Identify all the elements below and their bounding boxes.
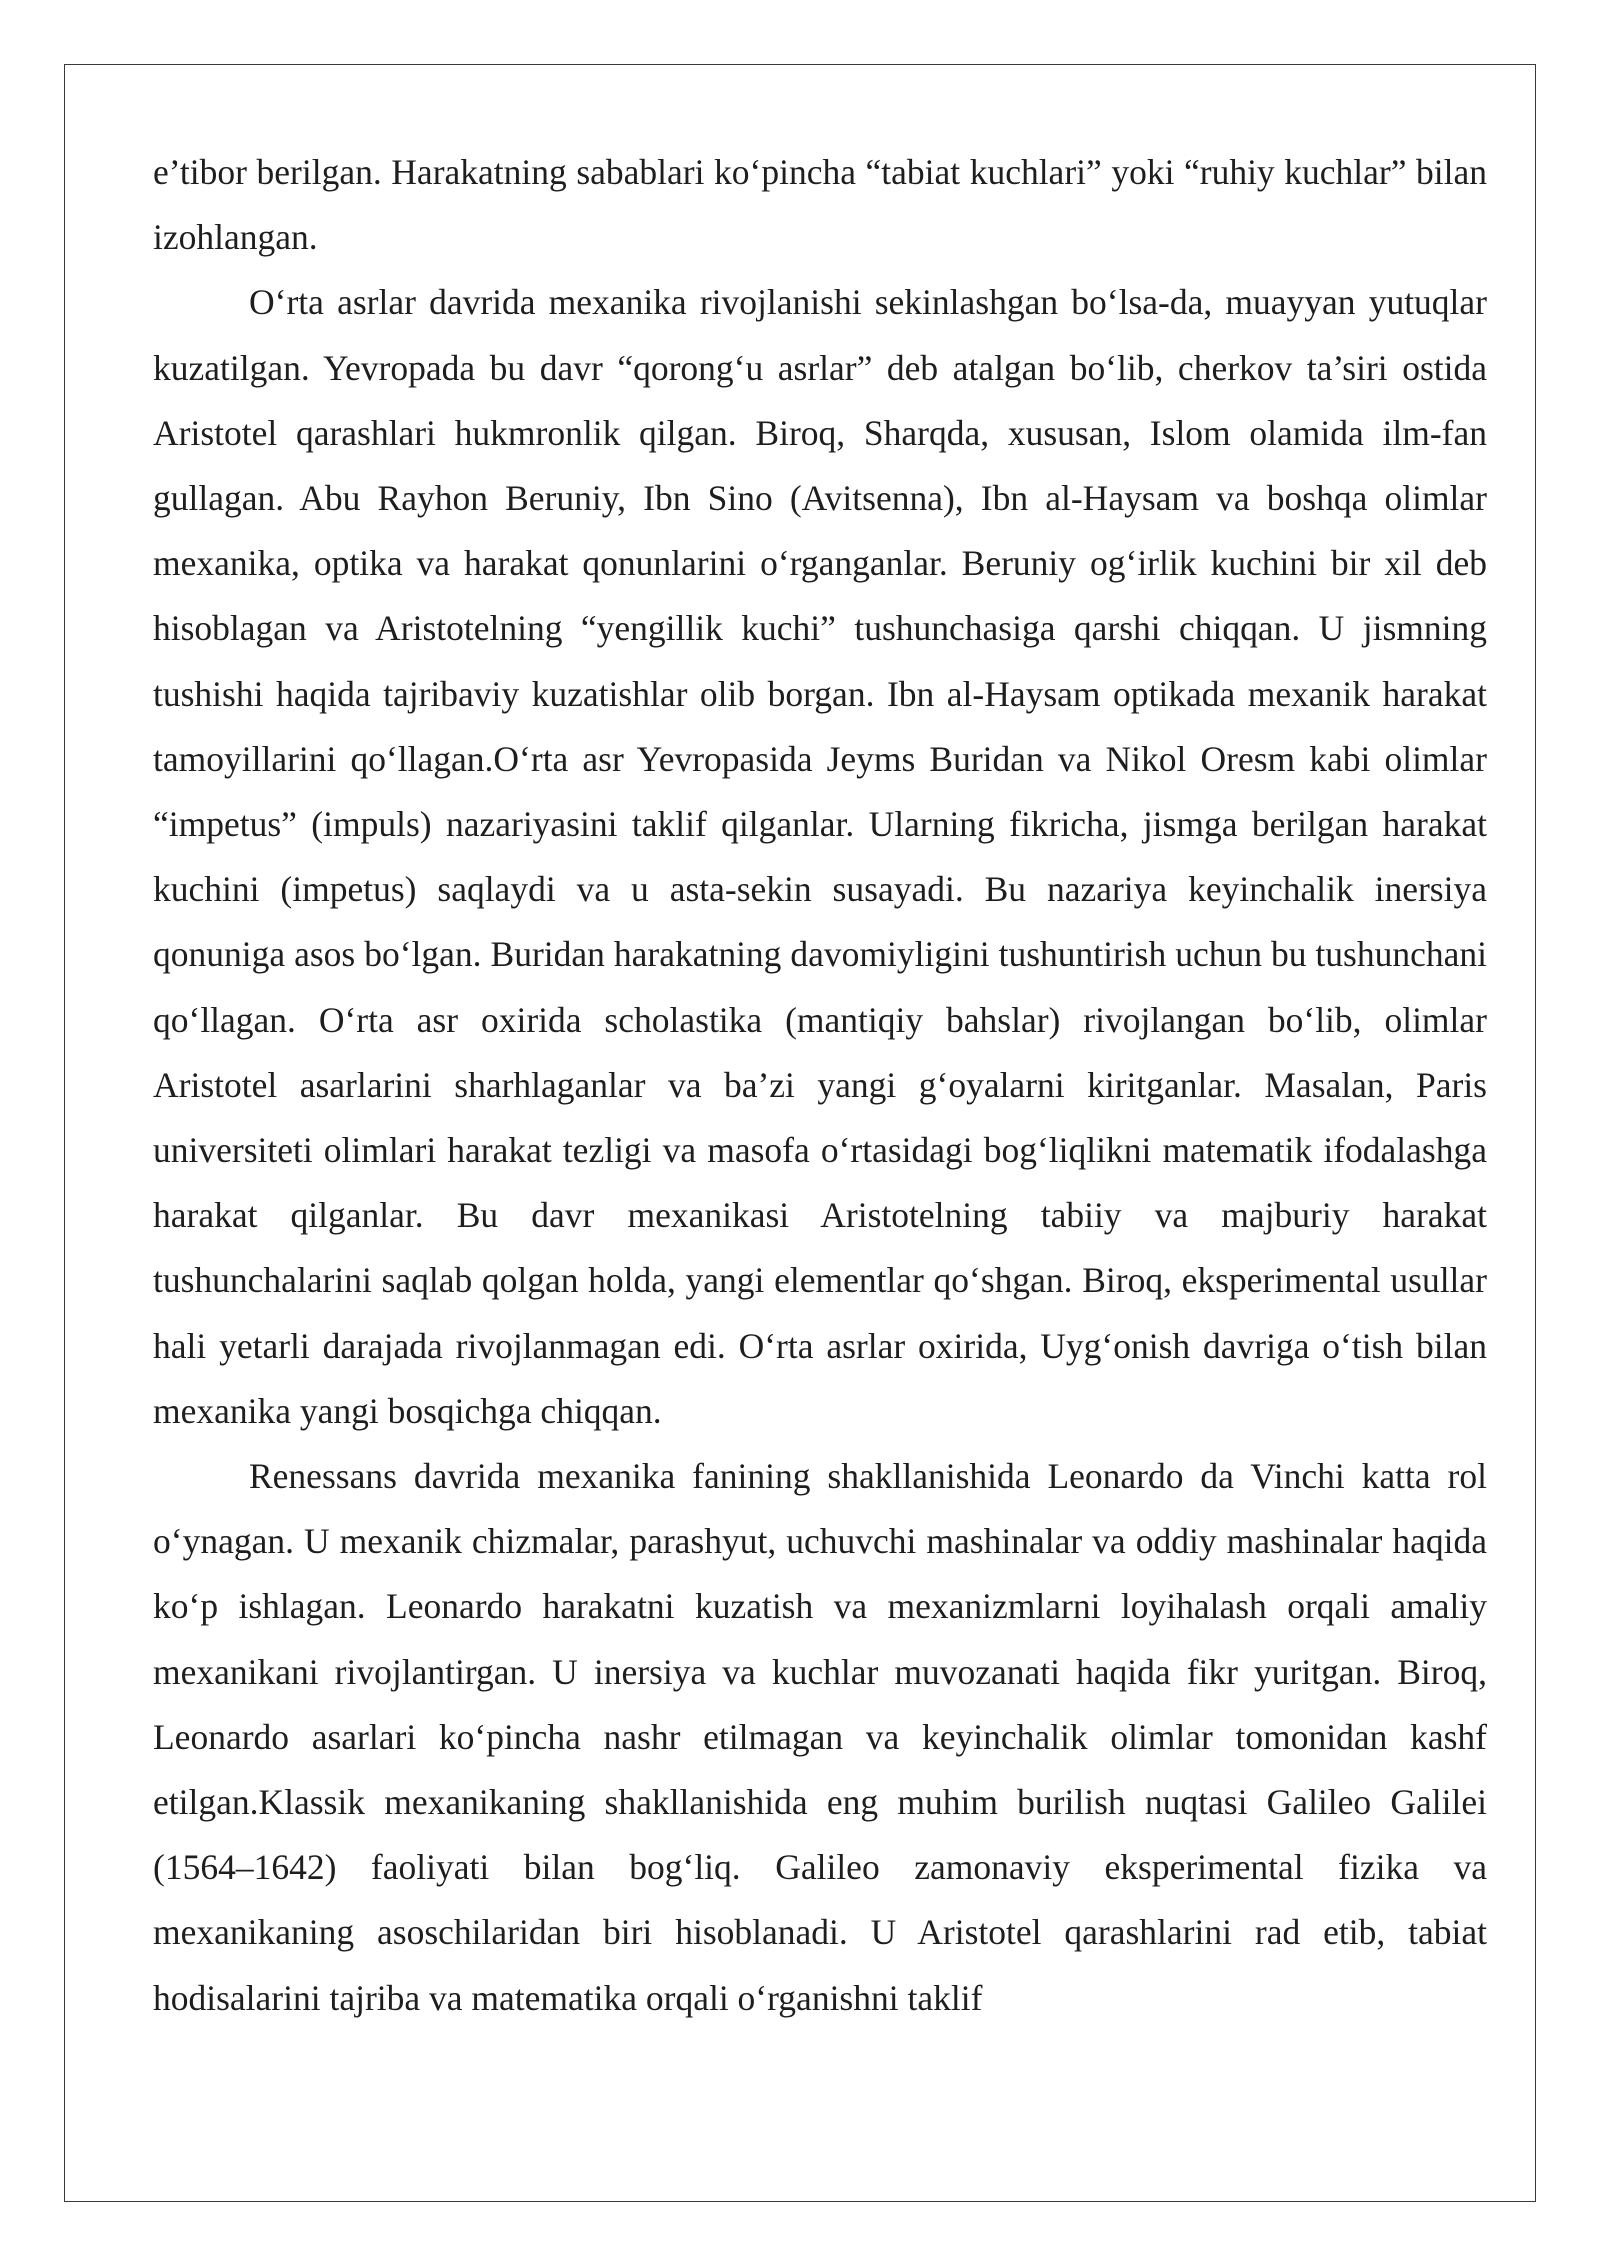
paragraph-renaissance: Renessans davrida mexanika fanining shakllanishida Leonardo da Vinchi katta rol o‘ynagan. U mexanik chizmalar, parashyut, uchuvchi mashinalar va oddiy mashinalar haqida ko‘p ishlagan. Leonardo harakatni kuzatish va mexanizmlarni loyihalash orqali amaliy mexanikani rivojlantirgan. U inersiya va kuchlar muvozanati haqida fikr yuritgan. Biroq, Leonardo asarlari ko‘pincha nashr etilmagan va keyinchalik olimlar tomonidan kashf etilgan.Klassik mexanikaning shakllanishida eng muhim burilish nuqtasi Galileo Galilei (1564–1642) faoliyati bilan bog‘liq. Galileo zamonaviy eksperimental fizika va mexanikaning asoschilaridan biri hisoblanadi. U Aristotel qarashlarini rad etib, tabiat hodisalarini tajriba va matematika orqali o‘rganishni taklif [153,1456,1487,2018]
paragraph-middle-ages: O‘rta asrlar davrida mexanika rivojlanishi sekinlashgan bo‘lsa-da, muayyan yutuqlar kuzatilgan. Yevropada bu davr “qorong‘u asrlar” deb atalgan bo‘lib, cherkov ta’siri ostida Aristotel qarashlari hukmronlik qilgan. Biroq, Sharqda, xususan, Islom olamida ilm-fan gullagan. Abu Rayhon Beruniy, Ibn Sino (Avitsenna), Ibn al-Haysam va boshqa olimlar mexanika, optika va harakat qonunlarini o‘rganganlar. Beruniy og‘irlik kuchini bir xil deb hisoblagan va Aristotelning “yengillik kuchi” tushunchasiga qarshi chiqqan. U jismning tushishi haqida tajribaviy kuzatishlar olib borgan. Ibn al-Haysam optikada mexanik harakat tamoyillarini qo‘llagan.O‘rta asr Yevropasida Jeyms Buridan va Nikol Oresm kabi olimlar “impetus” (impuls) nazariyasini taklif qilganlar. Ularning fikricha, jismga berilgan harakat kuchini (impetus) saqlaydi va u asta-sekin susayadi. Bu nazariya keyinchalik inersiya qonuniga asos bo‘lgan. Buridan harakatning davomiyligini tushuntirish uchun bu tushunchani qo‘llagan. O‘rta asr oxirida scholastika (mantiqiy bahslar) rivojlangan bo‘lib, olimlar Aristotel asarlarini sharhlaganlar va ba’zi yangi g‘oyalarni kiritganlar. Masalan, Paris universiteti olimlari harakat tezligi va masofa o‘rtasidagi bog‘liqlikni matematik ifodalashga harakat qilganlar. Bu davr mexanikasi Aristotelning tabiiy va majburiy harakat tushunchalarini saqlab qolgan holda, yangi elementlar qo‘shgan. Biroq, eksperimental usullar hali yetarli darajada rivojlanmagan edi. O‘rta asrlar oxirida, Uyg‘onish davriga o‘tish bilan mexanika yangi bosqichga chiqqan. [153,282,1487,1431]
paragraph-continuation: e’tibor berilgan. Harakatning sabablari ko‘pincha “tabiat kuchlari” yoki “ruhiy kuchlar” bilan izohlangan. [153,152,1487,258]
document-body [153,140,1487,2031]
